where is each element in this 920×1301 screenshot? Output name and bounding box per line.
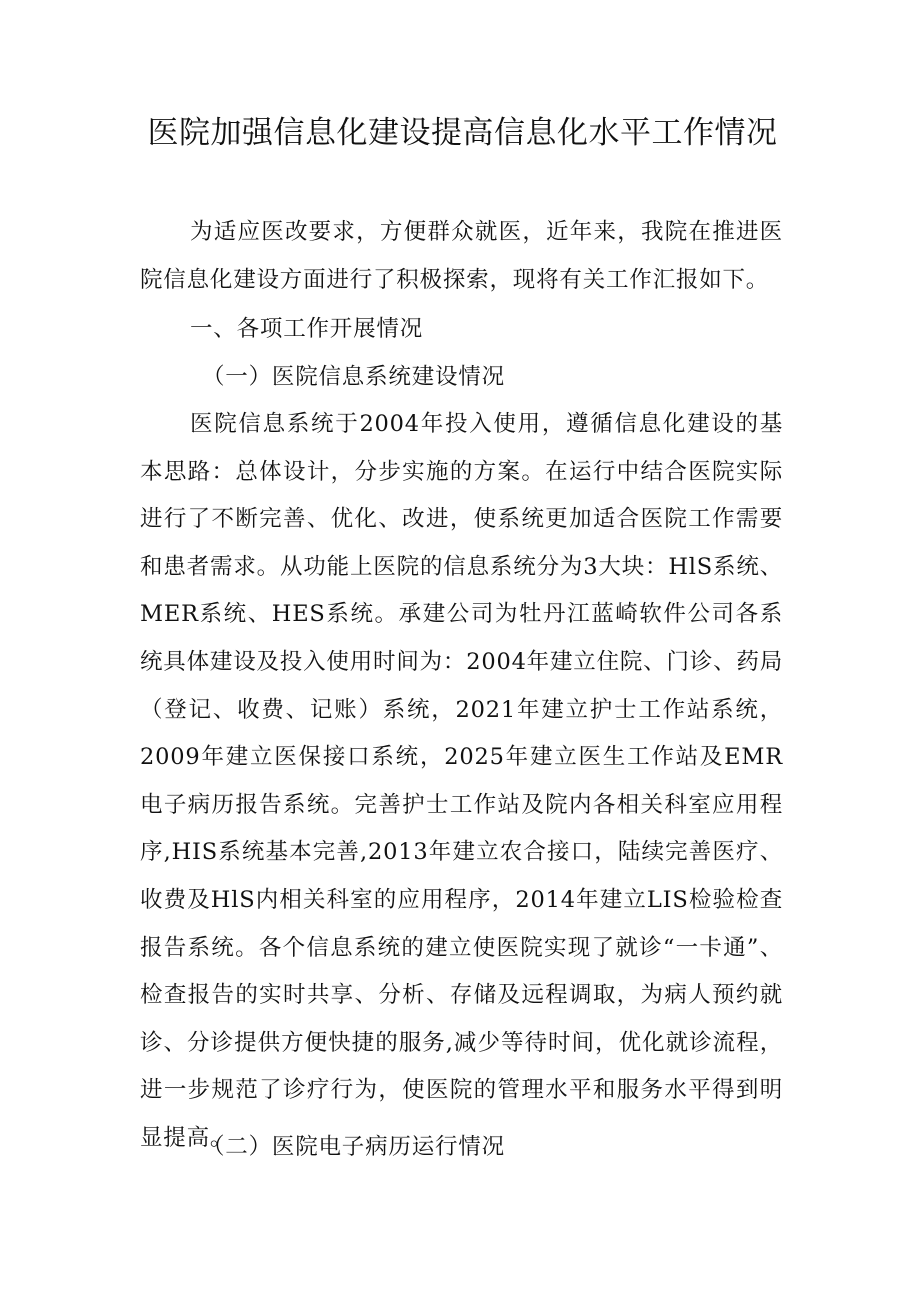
document-title: 医院加强信息化建设提高信息化水平工作情况	[147, 115, 778, 151]
subsection-heading-information-system: （一）医院信息系统建设情况	[202, 364, 505, 390]
information-system-paragraph: 医院信息系统于2004年投入使用，遵循信息化建设的基本思路：总体设计，分步实施的方案。在运行中结合医院实际进行了不断完善、优化、改进，使系统更加适合医院工作需要和患者需求。从功能上医院的信息系统分为3大块：HlS系统、MER系统、HES系统。承建公司为牡丹江蓝崎软件公司各系统具体建设及投入使用时间为：2004年建立住院、门诊、药局（登记、收费、记账）系统，2021年建立护士工作站系统，2009年建立医保接口系统，2025年建立医生工作站及EMR电子病历报告系统。完善护士工作站及院内各相关科室应用程序,HIS系统基本完善,2013年建立农合接口，陆续完善医疗、收费及HlS内相关科室的应用程序，2014年建立LIS检验检查报告系统。各个信息系统的建立使医院实现了就诊“一卡通”、检查报告的实时共享、分析、存储及远程调取，为病人预约就诊、分诊提供方便快捷的服务,减少等待时间，优化就诊流程，进一步规范了诊疗行为，使医院的管理水平和服务水平得到明显提高。	[140, 411, 783, 1151]
intro-paragraph: 为适应医改要求，方便群众就医，近年来，我院在推进医院信息化建设方面进行了积极探索，现将有关工作汇报如下。	[140, 219, 783, 293]
section-heading-work-status: 一、各项工作开展情况	[190, 316, 424, 342]
subsection-heading-electronic-records: （二）医院电子病历运行情况	[202, 1134, 505, 1160]
